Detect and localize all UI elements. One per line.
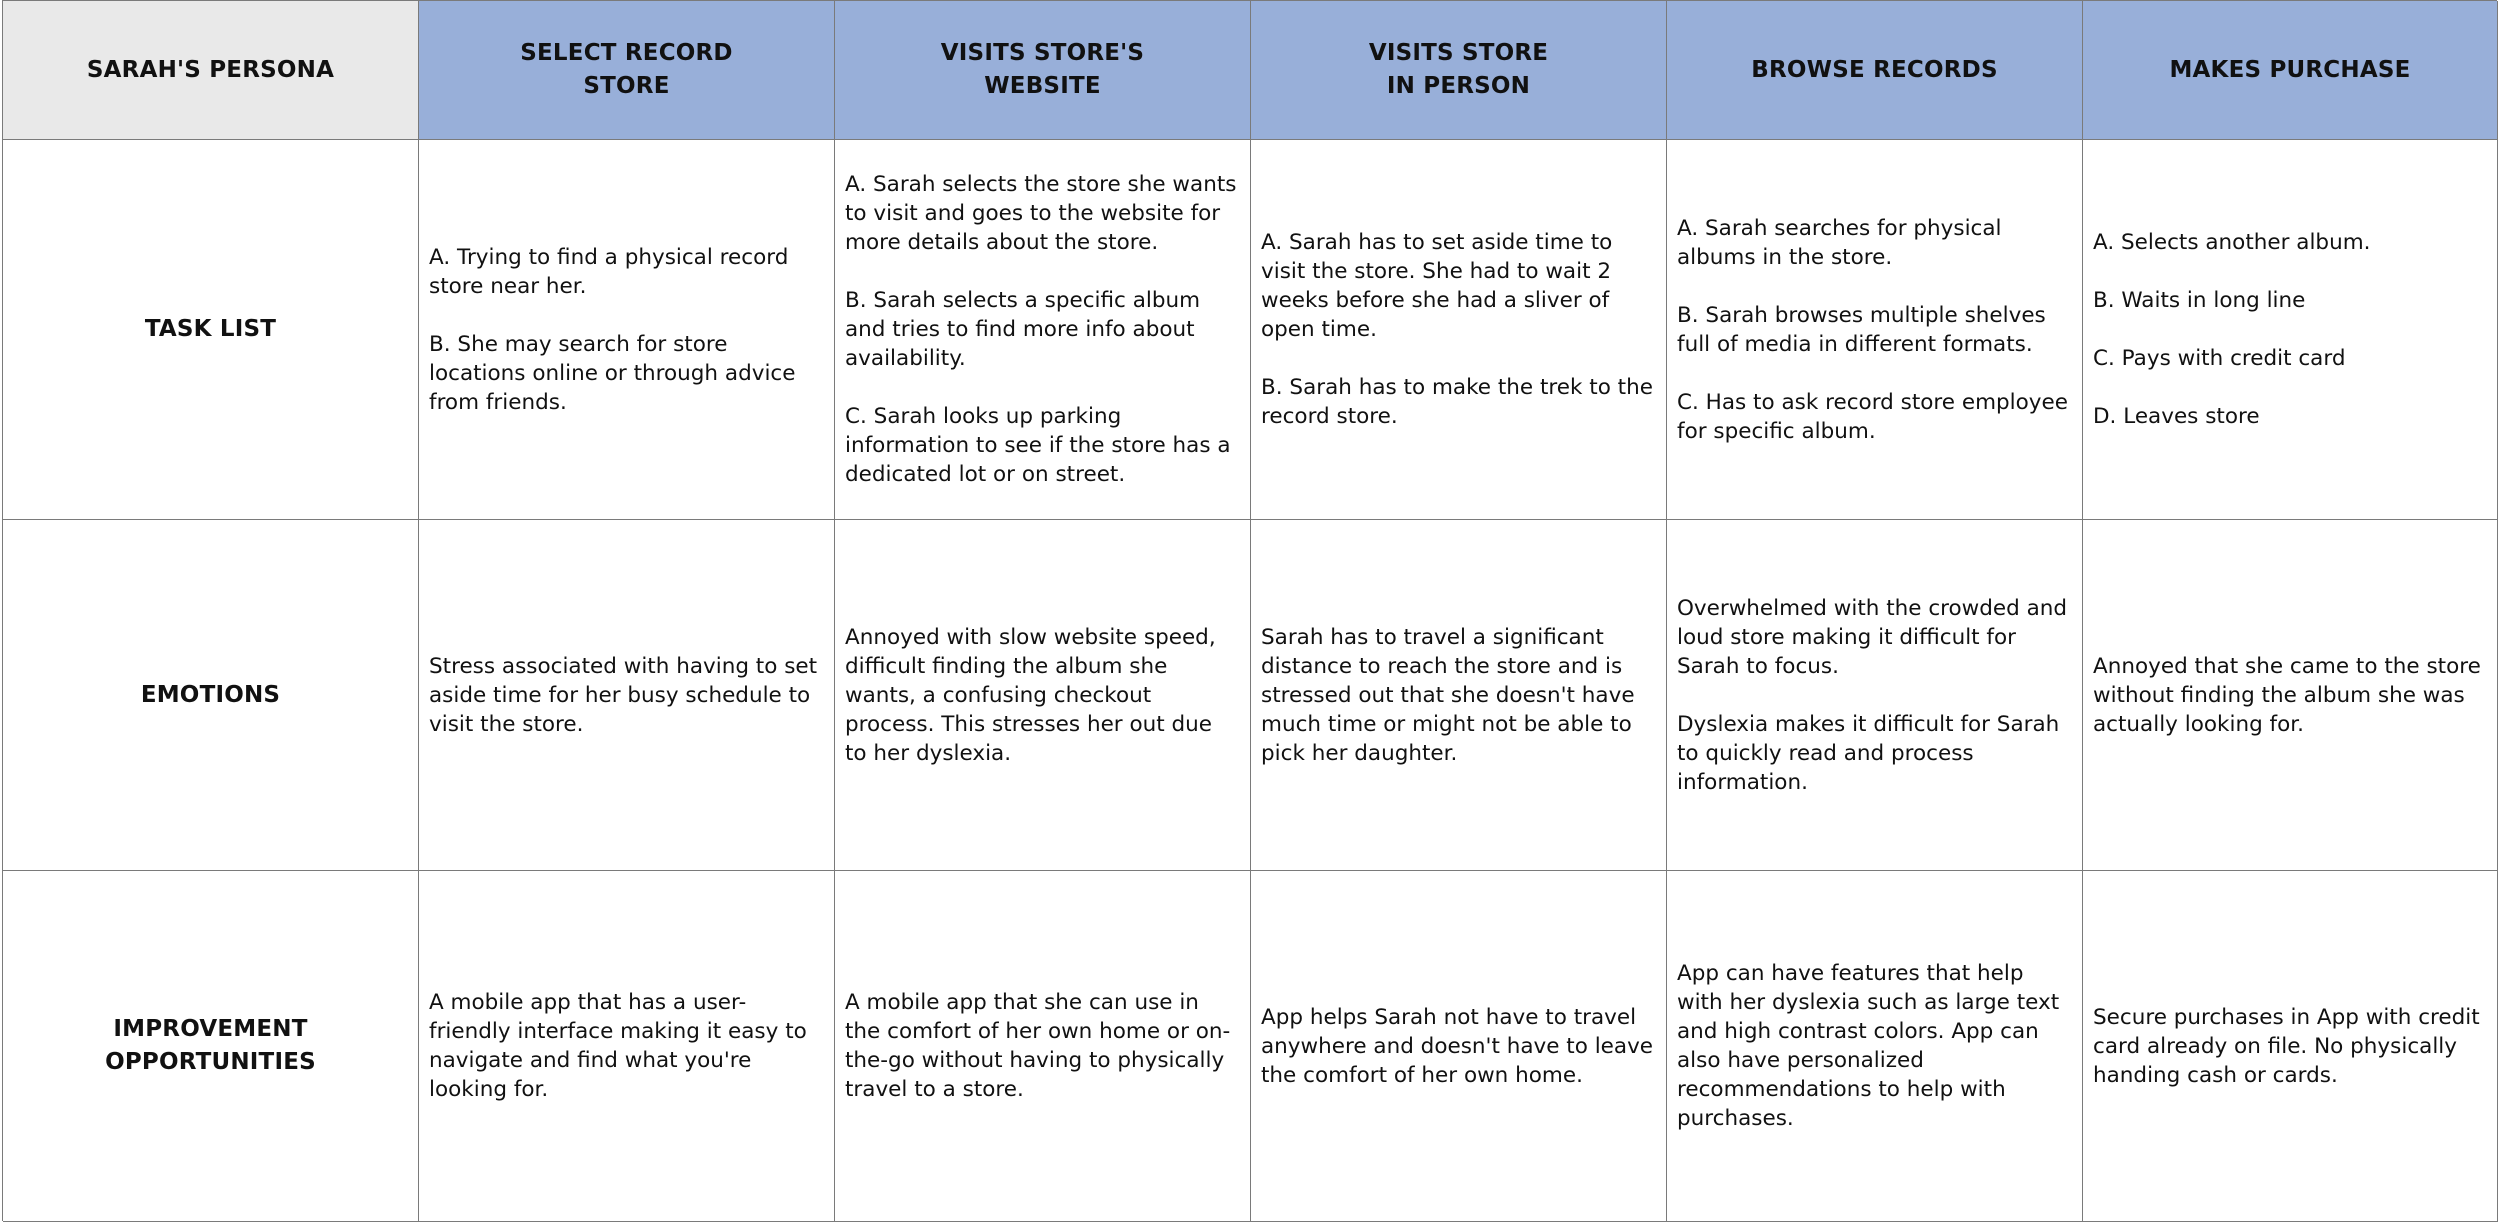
column-header-browse-records	[1667, 1, 2083, 140]
persona-title: SARAH'S PERSONA	[86, 56, 335, 83]
row-header-emotions	[3, 520, 419, 871]
table-cell	[1667, 140, 2083, 520]
column-header-select-record-store	[419, 1, 835, 140]
column-header-label: VISITS STORE IN PERSON	[1368, 40, 1549, 99]
table-cell	[1251, 140, 1667, 520]
cell-text: Overwhelmed with the crowded and loud store making it difficult for Sarah to focus. Dyslexia makes it difficult for Sarah to quickly read and process information.	[1677, 595, 2068, 795]
cell-text: A mobile app that has a user-friendly interface making it easy to navigate and find what you're looking for.	[429, 990, 807, 1102]
row-header-label: IMPROVEMENT OPPORTUNITIES	[105, 1016, 316, 1075]
table-cell	[2083, 871, 2498, 1222]
column-header-visits-in-person	[1251, 1, 1667, 140]
cell-text: A. Trying to find a physical record store near her. B. She may search for store locations online or through advice from friends.	[429, 244, 796, 415]
column-header-label: SELECT RECORD STORE	[520, 40, 733, 99]
row-header-label: TASK LIST	[144, 316, 277, 342]
cell-text: App helps Sarah not have to travel anywhere and doesn't have to leave the comfort of her own home.	[1261, 1004, 1654, 1088]
journey-map-table	[2, 0, 2497, 1221]
persona-header-cell	[3, 1, 419, 140]
cell-text: Annoyed that she came to the store without finding the album she was actually looking for.	[2093, 653, 2481, 737]
cell-text: A. Selects another album. B. Waits in long line C. Pays with credit card D. Leaves store	[2093, 230, 2371, 429]
table-cell	[419, 520, 835, 871]
cell-text: Annoyed with slow website speed, difficult finding the album she wants, a confusing checkout process. This stresses her out due to her dyslexia.	[845, 624, 1216, 766]
column-header-label: MAKES PURCHASE	[2169, 56, 2411, 83]
cell-text: A. Sarah selects the store she wants to visit and goes to the website for more details about the store. B. Sarah selects a specific album and tries to find more info about availability. C. Sarah looks up parking information to see if the store has a dedicated lot or on street.	[845, 172, 1237, 487]
table-cell	[1667, 871, 2083, 1222]
row-header-task-list	[3, 140, 419, 520]
column-header-label: BROWSE RECORDS	[1751, 56, 1998, 83]
row-header-improvement-opportunities	[3, 871, 419, 1222]
cell-text: A. Sarah searches for physical albums in the store. B. Sarah browses multiple shelves full of media in different formats. C. Has to ask record store employee for specific album.	[1677, 215, 2068, 444]
column-header-makes-purchase	[2083, 1, 2498, 140]
table-cell	[1251, 520, 1667, 871]
table-cell	[1667, 520, 2083, 871]
table-cell	[835, 140, 1251, 520]
table-cell	[835, 520, 1251, 871]
table-cell	[419, 871, 835, 1222]
table-cell	[835, 871, 1251, 1222]
column-header-visits-website	[835, 1, 1251, 140]
table-cell	[419, 140, 835, 520]
cell-text: A. Sarah has to set aside time to visit the store. She had to wait 2 weeks before she had a sliver of open time. B. Sarah has to make the trek to the record store.	[1261, 230, 1653, 429]
table-cell	[2083, 520, 2498, 871]
cell-text: A mobile app that she can use in the comfort of her own home or on-the-go without having to physically travel to a store.	[845, 990, 1231, 1102]
cell-text: Secure purchases in App with credit card already on file. No physically handing cash or cards.	[2093, 1004, 2480, 1088]
cell-text: Stress associated with having to set aside time for her busy schedule to visit the store.	[429, 653, 818, 737]
row-header-label: EMOTIONS	[140, 681, 281, 708]
cell-text: App can have features that help with her dyslexia such as large text and high contrast colors. App can also have personalized recommendations to help with purchases.	[1677, 961, 2060, 1131]
column-header-label: VISITS STORE'S WEBSITE	[940, 40, 1145, 99]
table-cell	[2083, 140, 2498, 520]
cell-text: Sarah has to travel a significant distance to reach the store and is stressed out that she doesn't have much time or might not be able to pick her daughter.	[1261, 624, 1635, 766]
table-cell	[1251, 871, 1667, 1222]
